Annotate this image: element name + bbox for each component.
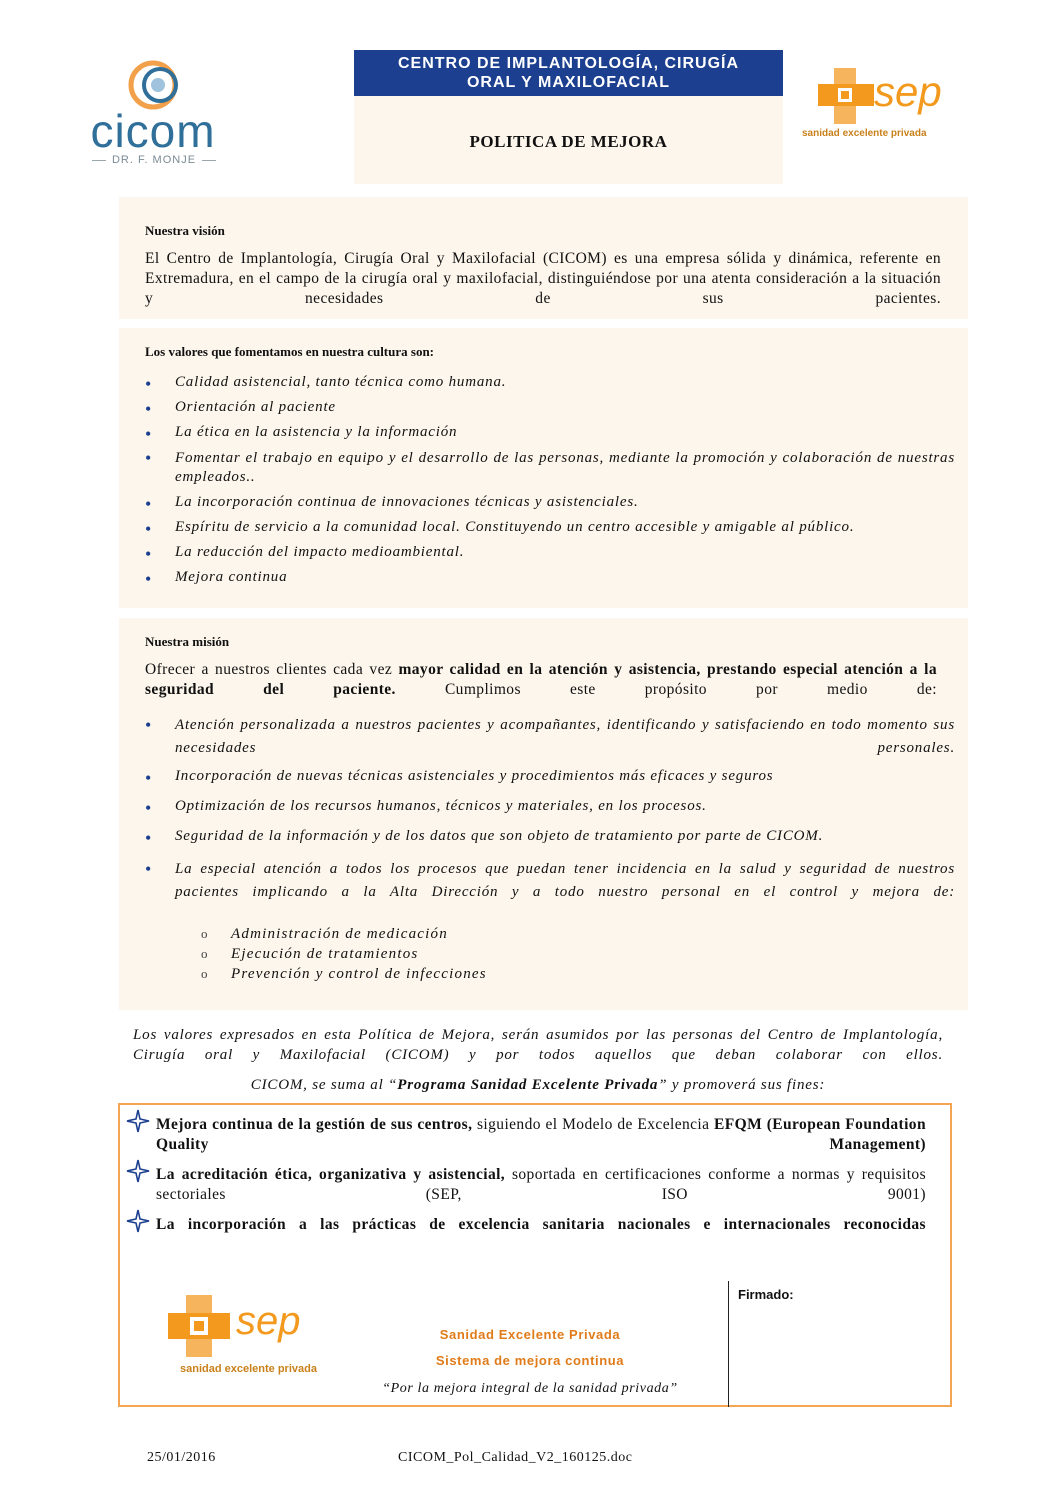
values-heading: Los valores que fomentamos en nuestra cultura son: (145, 344, 435, 359)
objective-bold: La acreditación ética, organizativa y asistencial, (156, 1166, 506, 1183)
mission-intro-plain: Ofrecer a nuestros clientes cada vez (145, 661, 399, 678)
sep-caption: sanidad excelente privada (802, 128, 927, 139)
sub-list-item: o Prevención y control de infecciones (145, 964, 945, 984)
star-icon (126, 1209, 150, 1233)
center-name-line2: ORAL Y MAXILOFACIAL (466, 74, 670, 91)
list-item: • La reducción del impacto medioambiental. (145, 544, 955, 569)
program-name: Programa Sanidad Excelente Privada (397, 1077, 659, 1093)
objective-bold: La incorporación a las prácticas de excelencia sanitaria nacionales e internacionales reconocidas (156, 1216, 926, 1233)
list-item: • Fomentar el trabajo en equipo y el desarrollo de las personas, mediante la promoción y colaboración de nuestras empleados.. (145, 449, 955, 494)
mission-heading: Nuestra misión (145, 634, 230, 649)
sep-cross-icon (816, 66, 876, 126)
list-item: • Optimización de los recursos humanos, técnicos y materiales, en los procesos. (145, 798, 955, 828)
values-section (119, 328, 968, 608)
values-list (145, 374, 955, 594)
closing-statement: Los valores expresados en esta Política de Mejora, serán asumidos por las personas del Centro de Implantología, Cirugía oral y Maxilofacial (CICOM) y por todos aquellos que deban colaborar con ellos. (133, 1027, 943, 1063)
program-suffix: ” y promoverá sus fines: (658, 1077, 826, 1093)
mission-sub-list (145, 924, 945, 984)
sep-motto: “Por la mejora integral de la sanidad privada” (382, 1381, 678, 1396)
list-item: • La incorporación continua de innovaciones técnicas y asistenciales. (145, 494, 955, 519)
objectives-box (118, 1103, 952, 1407)
list-item: • Espíritu de servicio a la comunidad local. Constituyendo un centro accesible y amigable al público. (145, 519, 955, 544)
center-name-bar (354, 50, 783, 96)
sep-line-2: Sistema de mejora continua (435, 1353, 625, 1368)
program-prefix: CICOM, se suma al “ (250, 1077, 398, 1093)
list-item: • Seguridad de la información y de los datos que son objeto de tratamiento por parte de CICOM. (145, 828, 955, 858)
list-item: • Incorporación de nuevas técnicas asistenciales y procedimientos más eficaces y seguros (145, 768, 955, 798)
list-item: • Calidad asistencial, tanto técnica como humana. (145, 374, 955, 399)
vision-section (119, 197, 968, 319)
mission-section (119, 618, 968, 1010)
sep-line-1: Sanidad Excelente Privada (439, 1327, 621, 1342)
cicom-logo (78, 58, 228, 168)
footer-date: 25/01/2016 (147, 1450, 216, 1465)
objective-plain: soportada en certificaciones conforme a normas y requisitos sectoriales (SEP, ISO 9001) (156, 1166, 927, 1203)
objective-item (156, 1165, 926, 1205)
cicom-brand: cicom (90, 105, 216, 157)
objective-bold-2: EFQM (European Foundation Quality Management) (156, 1116, 926, 1153)
list-item: • Orientación al paciente (145, 399, 955, 424)
objective-item (156, 1215, 926, 1235)
sub-list-item: o Administración de medicación (145, 924, 945, 944)
list-item: • La especial atención a todos los procesos que puedan tener incidencia en la salud y seguridad de nuestros pacientes implicando a la Alta Dirección y a todo nuestro personal en el control y mejora de: (145, 858, 955, 930)
list-item: • Atención personalizada a nuestros pacientes y acompañantes, identificando y satisfaciendo en todo momento sus necesidades personales. (145, 714, 955, 768)
star-icon (126, 1159, 150, 1183)
star-icon (126, 1109, 150, 1133)
list-item: • Mejora continua (145, 569, 955, 594)
program-statement (133, 1075, 943, 1095)
sep-logo (802, 66, 976, 146)
sep-brand: sep (236, 1299, 301, 1343)
objective-plain: siguiendo el Modelo de Excelencia (472, 1116, 715, 1133)
sep-logo-box (166, 1293, 336, 1385)
mission-intro-tail: Cumplimos este propósito por medio de: (395, 681, 937, 698)
signed-label: Firmado: (738, 1287, 794, 1302)
cicom-subtitle: DR. F. MONJE (108, 154, 200, 166)
signature-divider (728, 1281, 729, 1407)
mission-intro (145, 660, 937, 700)
list-item: • La ética en la asistencia y la información (145, 424, 955, 449)
sep-brand: sep (874, 68, 942, 115)
sep-cross-icon (166, 1293, 232, 1359)
sep-caption: sanidad excelente privada (180, 1363, 317, 1375)
sub-list-item: o Ejecución de tratamientos (145, 944, 945, 964)
mission-list (145, 714, 955, 930)
vision-text: El Centro de Implantología, Cirugía Oral y Maxilofacial (CICOM) es una empresa sólida y dinámica, referente en Extremadura, en el campo de la cirugía oral y maxilofacial, distinguiéndose por una atenta consideración a la situación y necesidades de sus pacientes. (145, 250, 941, 307)
objective-bold: Mejora continua de la gestión de sus centros, (156, 1116, 473, 1133)
footer-filename: CICOM_Pol_Calidad_V2_160125.doc (398, 1450, 633, 1465)
center-name-line1: CENTRO DE IMPLANTOLOGÍA, CIRUGÍA (397, 55, 740, 72)
mission-intro-bold: mayor calidad en la atención y asistencia, prestando especial atención a la seguridad del paciente. (145, 661, 937, 698)
document-title: POLITICA DE MEJORA (469, 132, 668, 151)
objective-item (156, 1115, 926, 1155)
vision-heading: Nuestra visión (145, 223, 225, 238)
header-title-block (354, 50, 783, 184)
